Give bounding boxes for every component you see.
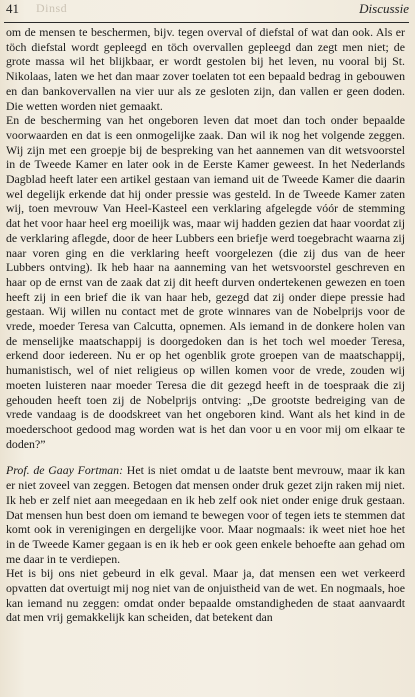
speaker-name: Prof. de Gaay Fortman: xyxy=(6,463,124,478)
body-text xyxy=(6,25,405,625)
page-header xyxy=(4,0,409,23)
reply-text: Het is niet omdat u de laatste bent mevrouw, maar ik kan er niet zoveel van zeggen. Betogen dat mensen onder druk gezet zijn raken mij niet. Ik heb er zelf niet aan meegedaan en ik heb zelf ook niet onder enige druk gestaan. Dat mensen hun best doen om iemand te bewegen voor of tegen iets te stemmen dat komt ook in verenigingen en dergelijke voor. Maar nogmaals: ik weet niet hoe het in de Tweede Kamer gegaan is en ik heb er ook geen enkele behoefte aan gehad om me daar in te verdiepen. xyxy=(6,463,405,566)
paragraph: Het is bij ons niet gebeurd in elk geval. Maar ja, dat mensen een wet verkeerd opvatten dat overtuigt mij nog niet van de onjuistheid van de wet. En nogmaals, hoe kan iemand nu zeggen: omdat onder bepaalde omstandigheden de staat aanvaardt dat men vrij gemakkelijk kan scheiden, dat betekent dan xyxy=(6,566,405,625)
paragraph: En de bescherming van het ongeboren leven dat moet dan toch onder bepaalde voorwaarden en dat is een onmogelijke zaak. Dan wil ik nog het volgende zeggen. Wij zijn met een groepje bij de bespreking van het aannemen van dit wetsvoorstel in de Tweede Kamer en later ook in de Eerste Kamer geweest. In het Nederlands Dagblad heeft later een artikel gestaan van iemand uit de Tweede Kamer die daarin wel degelijk erkende dat hij onder pressie was gesteld. In de Tweede Kamer zaten wij, toen mevrouw Van Heel-Kasteel een verklaring afgelegde vóór de stemming dat het voor haar heel erg moeilijk was, maar wij hadden gezien dat haar voordat zij de verklaring aflegde, door de heer Lubbers een briefje werd toegebracht waarna zij naar voren ging en die verklaring heeft voorgelezen (die zij dus van de heer Lubbers ontving). Ik heb haar na aanneming van het wetsvoorstel geschreven en haar op de ernst van de zaak dat zij dit heeft durven ondertekenen gewezen en toen heeft zij in een brief die ik van haar heb, gezegd dat zij onder diepe pressie had gestaan. Wij willen nu contact met de grote winnares van de Nobelprijs voor de vrede, moeder Teresa van Calcutta, opnemen. Als iemand in de donkere holen van de menselijke maatschappij is doorgedoken dan is het toch wel moeder Teresa, erkend door iedereen. Nu er op het ogenblik grote groepen van de maatschappij, humanistisch, wel of niet religieus op willen komen voor de vrede, zouden wij moeten luisteren naar moeder Teresa die dit gezegd heeft in de toespraak die zij gehouden heeft toen zij de Nobelprijs ontving: „De grootste bedreiging van de vrede vandaag is de doodskreet van het ongeboren kind. Want als het kind in de moederschoot gedood mag worden wat is het dan voor u en voor mij om elkaar te doden?” xyxy=(6,113,405,451)
reply-paragraph xyxy=(6,463,405,566)
bleed-through-text: Dinsd xyxy=(36,1,68,15)
running-head: Discussie xyxy=(359,1,409,16)
paragraph-gap xyxy=(6,451,405,463)
page-number: 41 xyxy=(6,1,19,16)
paragraph: om de mensen te beschermen, bijv. tegen overval of diefstal of wat dan ook. Als er töch diefstal wordt gepleegd en töch overvallen gepleegd dan zegt men niet; de grote massa wil het blijkbaar, er wordt gestolen bij het leven, nu vooral bij St. Nikolaas, laten we het dan maar zover toelaten tot een bepaald bedrag in gebouwen en dan bankovervallen na vier uur als ze gesloten zijn, dan vallen er geen doden. Die wetten worden niet gemaakt. xyxy=(6,25,405,113)
